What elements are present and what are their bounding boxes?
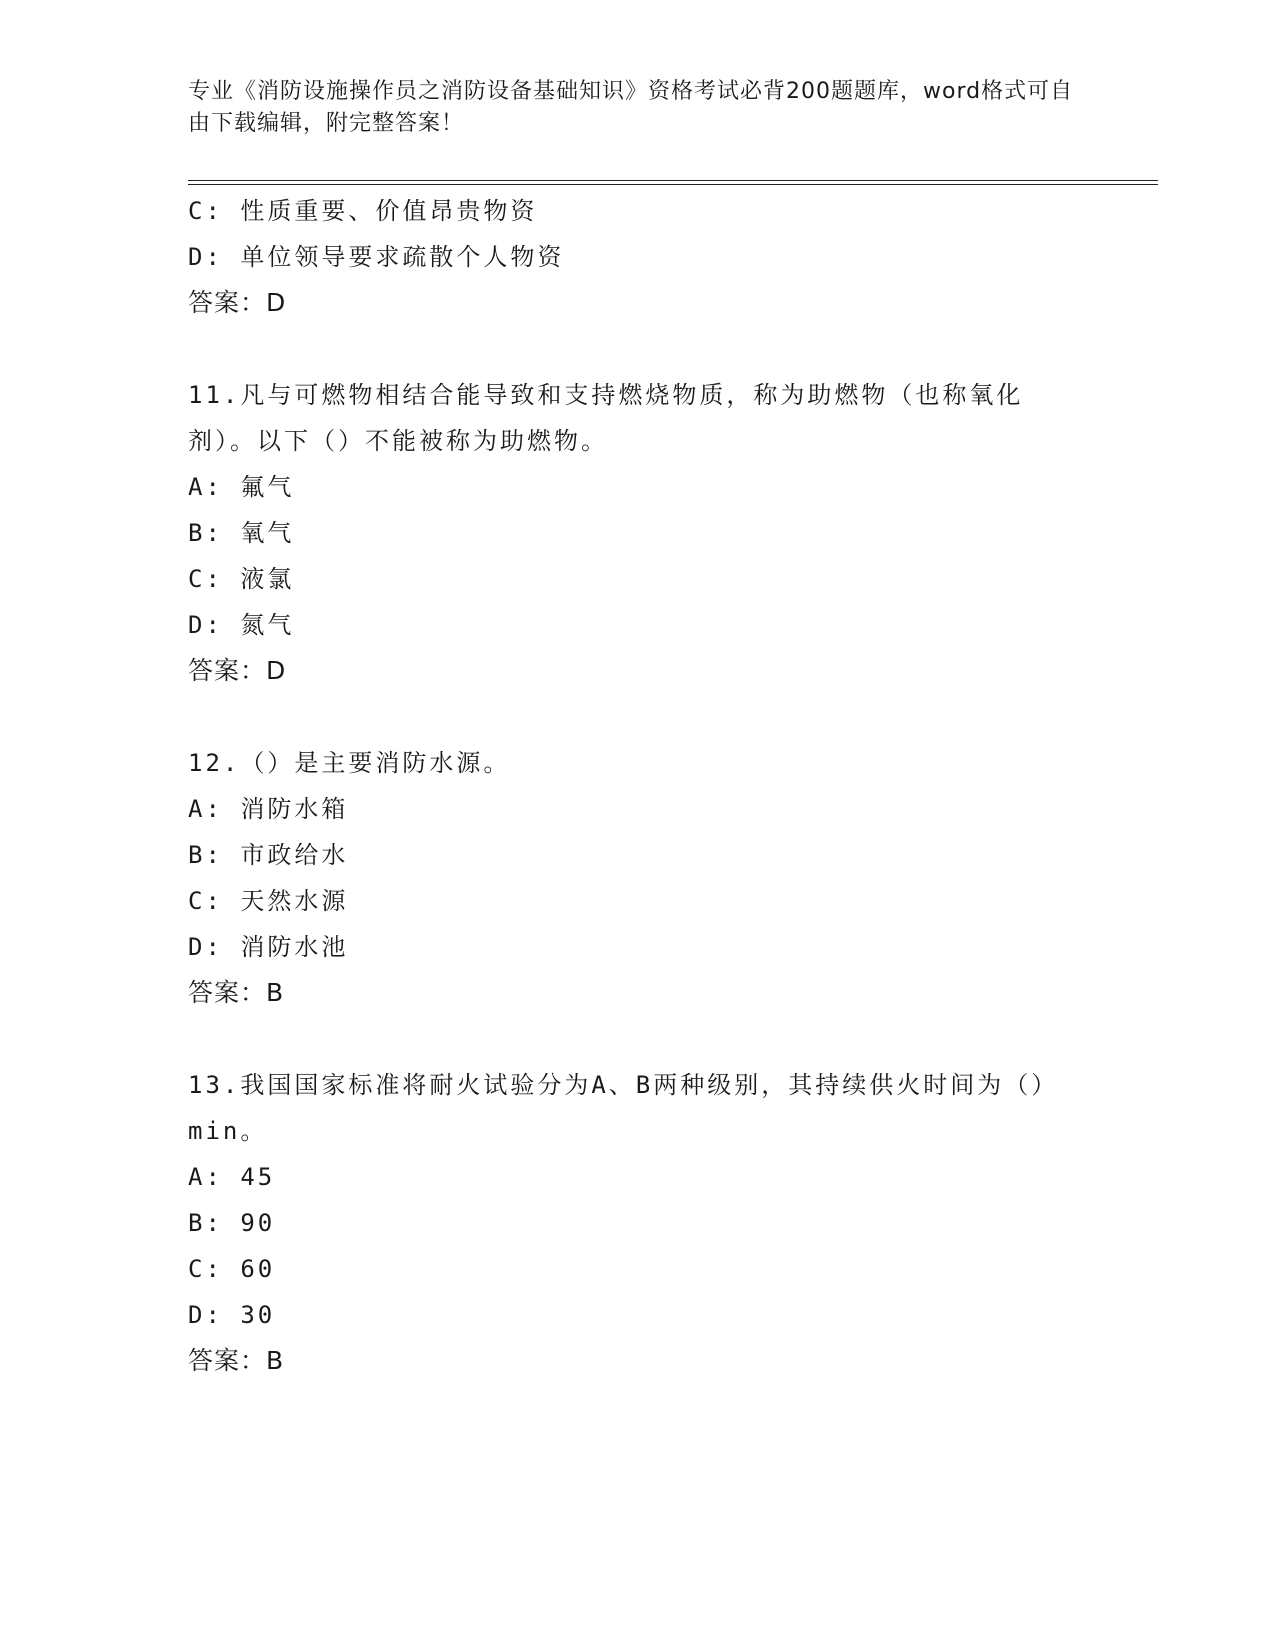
spacer — [188, 1016, 1158, 1062]
option-d: D: 30 — [188, 1301, 276, 1329]
answer-line: 答案：D — [188, 288, 287, 317]
question-stem-12: 12.（）是主要消防水源。 — [188, 749, 511, 777]
option-b: B: 氧气 — [188, 519, 295, 547]
spacer — [188, 694, 1158, 740]
question-stem-11: 11.凡与可燃物相结合能导致和支持燃烧物质，称为助燃物（也称氧化剂）。以下（）不能被称为助燃物。 — [188, 381, 1024, 455]
option-c: C: 性质重要、价值昂贵物资 — [188, 197, 538, 225]
option-d: D: 氮气 — [188, 611, 295, 639]
option-c: C: 液氯 — [188, 565, 295, 593]
answer-line: 答案：D — [188, 656, 287, 685]
option-a: A: 氟气 — [188, 473, 295, 501]
option-d: D: 消防水池 — [188, 933, 349, 961]
option-c: C: 60 — [188, 1255, 276, 1283]
question-stem-13: 13.我国国家标准将耐火试验分为A、B两种级别，其持续供火时间为（）min。 — [188, 1071, 1059, 1145]
option-b: B: 市政给水 — [188, 841, 349, 869]
answer-line: 答案：B — [188, 1346, 285, 1375]
option-c: C: 天然水源 — [188, 887, 349, 915]
option-d: D: 单位领导要求疏散个人物资 — [188, 243, 565, 271]
option-a: A: 45 — [188, 1163, 276, 1191]
spacer — [188, 326, 1158, 372]
header-divider — [188, 180, 1158, 185]
document-header: 专业《消防设施操作员之消防设备基础知识》资格考试必背200题题库，word格式可自由下载编辑，附完整答案！ — [188, 79, 1074, 136]
option-a: A: 消防水箱 — [188, 795, 349, 823]
option-b: B: 90 — [188, 1209, 276, 1237]
question-list — [188, 188, 1158, 1384]
answer-line: 答案：B — [188, 978, 285, 1007]
